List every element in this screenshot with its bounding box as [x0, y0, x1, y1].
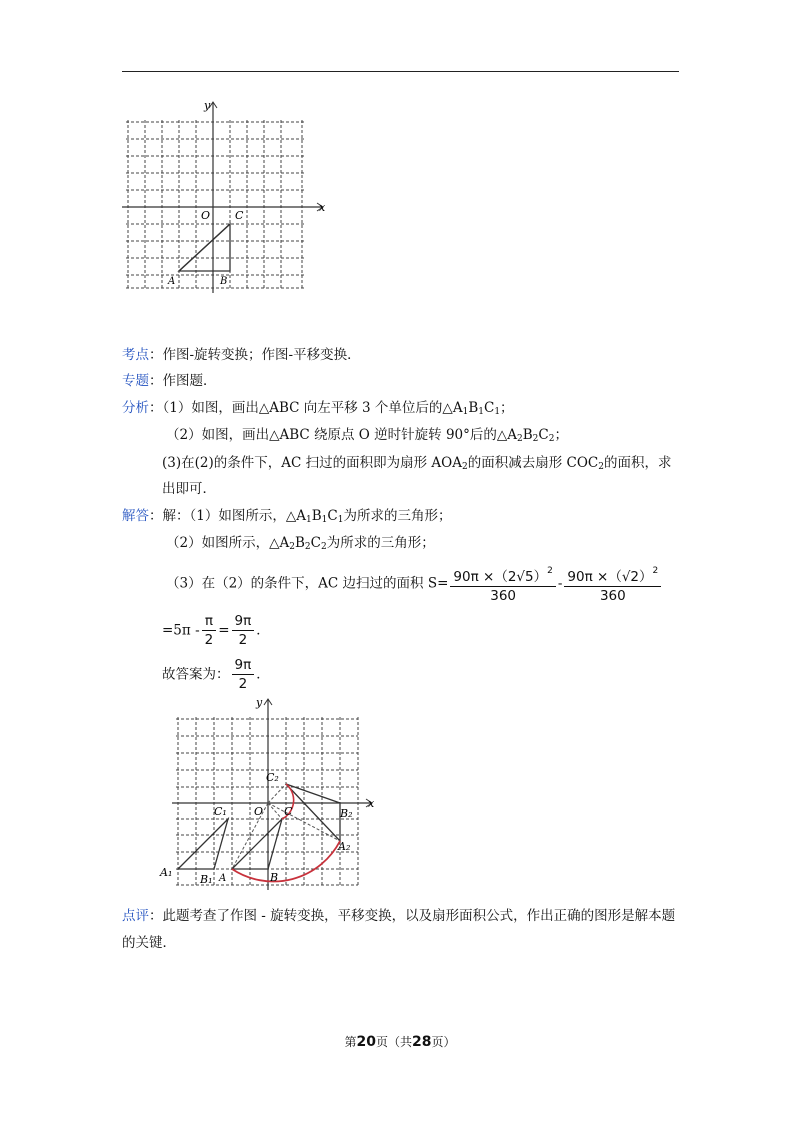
fraction-5: [232, 656, 255, 693]
sub: 1: [337, 515, 344, 525]
fraction-4: [232, 612, 255, 649]
label-b1: B₁: [200, 873, 213, 886]
label-a2: A₂: [338, 840, 351, 853]
y-axis-label-2: y: [256, 696, 263, 709]
minus-sign: -: [557, 575, 563, 592]
text: B: [311, 508, 322, 524]
jieda-line-4: [162, 612, 270, 649]
frac4-den: 2: [232, 630, 255, 649]
jieda-label: 解答: [122, 508, 149, 524]
sub: 1: [321, 515, 328, 525]
answer-text: 故答案为：: [162, 666, 230, 683]
fraction-3: [202, 612, 217, 649]
fenxi-line-1: [122, 398, 514, 422]
frac3-den: 2: [202, 630, 217, 649]
frac4-num: 9π: [234, 613, 252, 629]
zhuanti-text: ：作图题．: [149, 373, 217, 389]
triangle-a1b1c1: [178, 819, 228, 869]
label-a: A: [219, 873, 227, 884]
sub: 2: [548, 434, 555, 444]
point-a-label: A: [168, 276, 176, 287]
zhuanti-label: 专题: [122, 373, 149, 389]
label-b2: B₂: [340, 807, 353, 820]
sub: 2: [461, 462, 468, 472]
figure-1-coordinate-grid: [118, 98, 333, 293]
fraction-2: [564, 562, 661, 605]
page-number: 20: [356, 1034, 376, 1050]
fenxi-line3-text: (3)在(2)的条件下，AC 扫过的面积即为扇形 AOA: [162, 455, 462, 471]
sub: 2: [320, 542, 327, 552]
jieda-line2-text: （2）如图所示，△A: [166, 535, 290, 551]
kaodian-label: 考点: [122, 347, 149, 363]
frac2-den: 360: [564, 586, 661, 605]
text: 为所求的三角形；: [343, 508, 452, 524]
sub: 1: [305, 515, 312, 525]
fraction-1: [450, 562, 555, 605]
fenxi-line-3: [162, 453, 671, 477]
origin-label-2: O: [254, 805, 264, 818]
text: C: [310, 535, 321, 551]
kaodian-text: ：作图-旋转变换；作图-平移变换．: [149, 347, 361, 363]
jieda-line4-text: =5π -: [162, 622, 200, 639]
frac5-num: 9π: [234, 657, 252, 673]
x-axis-label-2: x: [368, 797, 375, 810]
frac1-num: 90π ×（2√5）: [453, 569, 548, 585]
point-b-label: B: [220, 276, 228, 287]
label-b: B: [270, 871, 279, 884]
jieda-line-3: [166, 562, 663, 605]
zhuanti-line: [122, 371, 217, 391]
frac5-den: 2: [232, 674, 255, 693]
fenxi-line4-text: 出即可．: [162, 481, 216, 497]
text: B: [294, 535, 305, 551]
text: ；: [554, 427, 568, 443]
equals-sign: =: [218, 622, 230, 639]
sub: 2: [517, 434, 523, 444]
frac3-num: π: [204, 613, 213, 629]
frac1-den: 360: [450, 586, 555, 605]
footer-post: 页）: [431, 1035, 456, 1049]
figure-2-coordinate-grid: [158, 695, 383, 890]
dianping-label: 点评: [122, 908, 149, 924]
page-footer: [0, 1033, 800, 1050]
dianping-line-2: [122, 933, 176, 953]
text: C: [538, 427, 549, 443]
text: 的面积，求: [603, 455, 672, 471]
answer-line: [162, 656, 270, 693]
frac1-exp: 2: [547, 566, 553, 576]
sub: 2: [532, 434, 539, 444]
text: B: [522, 427, 533, 443]
triangle-a2b2c2: [286, 784, 340, 841]
sub: 2: [289, 542, 295, 552]
text: ．: [256, 622, 270, 639]
fenxi-label: 分析: [122, 400, 149, 416]
y-axis-label: y: [204, 99, 211, 112]
text: 为所求的三角形；: [326, 535, 435, 551]
sub: 2: [304, 542, 311, 552]
footer-mid: 页（共: [375, 1035, 412, 1049]
sub: 1: [478, 407, 484, 417]
dianping-line1-text: ：此题考查了作图 - 旋转变换，平移变换，以及扇形面积公式，作出正确的图形是解本题: [149, 908, 676, 924]
label-a1: A₁: [160, 866, 173, 879]
jieda-line-2: [166, 533, 435, 557]
jieda-line-1: [122, 506, 451, 530]
sub: 1: [462, 407, 469, 417]
fenxi-line2-text: （2）如图，画出△ABC 绕原点 O 逆时针旋转 90°后的△A: [166, 427, 518, 443]
frac2-exp: 2: [652, 566, 659, 576]
sub: 1: [494, 407, 501, 417]
dianping-line-1: [122, 906, 675, 926]
header-rule: [122, 71, 679, 72]
text: ；: [500, 400, 514, 416]
text: ．: [256, 666, 270, 683]
dianping-line2-text: 的关键．: [122, 935, 176, 951]
fenxi-line1-text: ：（1）如图，画出△ABC 向左平移 3 个单位后的△A: [149, 400, 463, 416]
label-c2: C₂: [266, 771, 279, 784]
kaodian-line: [122, 345, 361, 365]
sub: 2: [598, 462, 604, 472]
fenxi-line-2: [166, 425, 568, 449]
text: 的面积减去扇形 COC: [467, 455, 599, 471]
frac2-num: 90π ×（√2）: [567, 569, 653, 585]
origin-label: O: [201, 209, 211, 222]
point-c-label: C: [235, 209, 244, 222]
jieda-line3-text: （3）在（2）的条件下，AC 边扫过的面积 S=: [166, 575, 449, 592]
text: C: [327, 508, 338, 524]
label-c1: C₁: [214, 805, 227, 818]
x-axis-label: x: [319, 201, 326, 214]
jieda-line1-text: ：解：（1）如图所示，△A: [149, 508, 306, 524]
page-total: 28: [412, 1034, 432, 1050]
footer-pre: 第: [344, 1035, 357, 1049]
fenxi-line-4: [162, 479, 216, 499]
triangle-abc-2: [232, 819, 282, 869]
text: B: [468, 400, 479, 416]
label-c: C: [284, 805, 293, 818]
text: C: [483, 400, 495, 416]
